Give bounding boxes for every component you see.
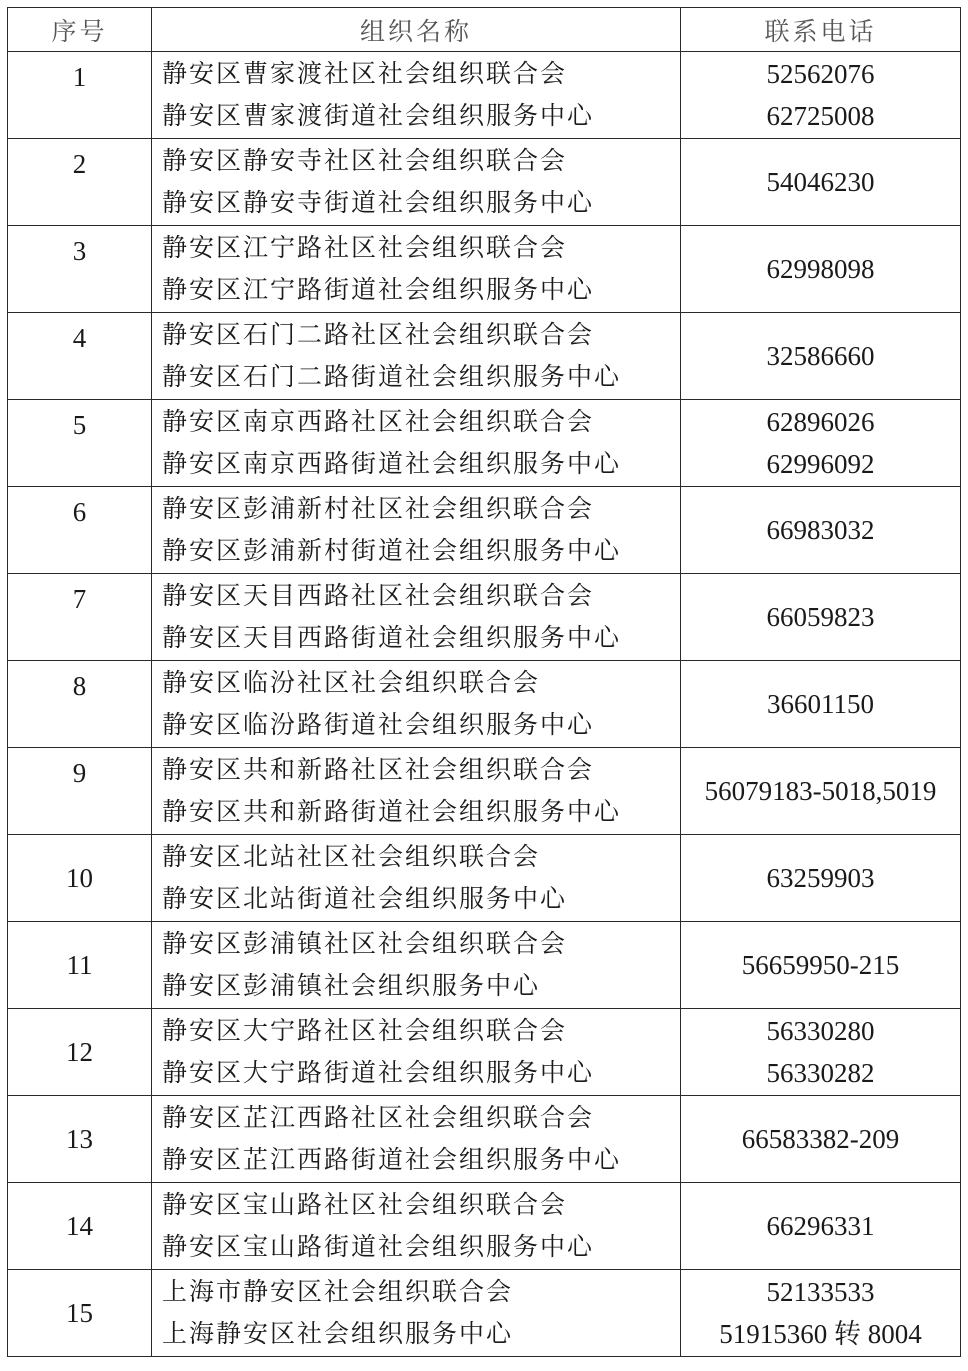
row-phones: [681, 226, 961, 313]
org-name: 静安区石门二路街道社会组织服务中心: [162, 362, 622, 391]
row-phones: [681, 313, 961, 400]
org-name: 静安区南京西路社区社会组织联合会: [162, 407, 595, 436]
row-org-names: [152, 922, 681, 1009]
org-name: 静安区南京西路街道社会组织服务中心: [162, 449, 622, 478]
row-org-names: [152, 52, 681, 139]
phone-number: 66983032: [766, 515, 875, 545]
phone-number: 66059823: [766, 602, 875, 632]
row-seq: 13: [8, 1096, 152, 1183]
org-name: 静安区芷江西路社区社会组织联合会: [162, 1103, 595, 1132]
table-row: [8, 139, 961, 226]
row-seq: 12: [8, 1009, 152, 1096]
row-phones: [681, 922, 961, 1009]
org-name: 静安区彭浦新村街道社会组织服务中心: [162, 536, 622, 565]
org-name: 静安区大宁路社区社会组织联合会: [162, 1016, 568, 1045]
row-seq: 10: [8, 835, 152, 922]
row-phones: [681, 400, 961, 487]
row-seq: 6: [8, 487, 152, 574]
row-seq: 2: [8, 139, 152, 226]
table-row: [8, 313, 961, 400]
org-name: 静安区北站街道社会组织服务中心: [162, 884, 568, 913]
phone-number: 66583382-209: [741, 1124, 900, 1154]
phone-number: 56079183-5018,5019: [704, 776, 937, 806]
org-name: 静安区曹家渡社区社会组织联合会: [162, 59, 568, 88]
phone-number: 62725008: [766, 101, 875, 131]
row-phones: [681, 748, 961, 835]
table-row: [8, 226, 961, 313]
row-org-names: [152, 313, 681, 400]
org-name: 静安区静安寺社区社会组织联合会: [162, 146, 568, 175]
row-org-names: [152, 1009, 681, 1096]
org-name: 静安区临汾路街道社会组织服务中心: [162, 710, 595, 739]
phone-number: 66296331: [766, 1211, 875, 1241]
row-phones: [681, 1270, 961, 1357]
phone-number: 63259903: [766, 863, 875, 893]
table-row: [8, 748, 961, 835]
row-phones: [681, 139, 961, 226]
table-body: [8, 52, 961, 1357]
org-name: 静安区江宁路街道社会组织服务中心: [162, 275, 595, 304]
org-name: 静安区芷江西路街道社会组织服务中心: [162, 1145, 622, 1174]
org-name: 上海市静安区社会组织联合会: [162, 1277, 514, 1306]
org-name: 上海静安区社会组织服务中心: [162, 1319, 514, 1348]
row-seq: 9: [8, 748, 152, 835]
phone-number: 62996092: [766, 449, 875, 479]
row-phones: [681, 1096, 961, 1183]
row-phones: [681, 1009, 961, 1096]
row-phones: [681, 661, 961, 748]
table-row: [8, 835, 961, 922]
phone-number: 54046230: [766, 167, 875, 197]
row-phones: [681, 52, 961, 139]
row-org-names: [152, 574, 681, 661]
org-name: 静安区共和新路街道社会组织服务中心: [162, 797, 622, 826]
org-name: 静安区天目西路街道社会组织服务中心: [162, 623, 622, 652]
org-name: 静安区彭浦镇社会组织服务中心: [162, 971, 541, 1000]
row-org-names: [152, 661, 681, 748]
org-name: 静安区天目西路社区社会组织联合会: [162, 581, 595, 610]
row-seq: 4: [8, 313, 152, 400]
row-org-names: [152, 400, 681, 487]
row-org-names: [152, 487, 681, 574]
row-seq: 11: [8, 922, 152, 1009]
org-name: 静安区北站社区社会组织联合会: [162, 842, 541, 871]
org-name: 静安区宝山路社区社会组织联合会: [162, 1190, 568, 1219]
row-phones: [681, 835, 961, 922]
row-seq: 1: [8, 52, 152, 139]
phone-number: 52133533: [766, 1277, 875, 1307]
phone-number: 56330282: [766, 1058, 875, 1088]
row-phones: [681, 574, 961, 661]
org-name: 静安区曹家渡街道社会组织服务中心: [162, 101, 595, 130]
header-seq: 序号: [8, 8, 152, 52]
table-row: [8, 661, 961, 748]
row-org-names: [152, 835, 681, 922]
org-name: 静安区临汾社区社会组织联合会: [162, 668, 541, 697]
table-row: [8, 1096, 961, 1183]
row-phones: [681, 1183, 961, 1270]
row-org-names: [152, 1096, 681, 1183]
row-org-names: [152, 1270, 681, 1357]
org-name: 静安区宝山路街道社会组织服务中心: [162, 1232, 595, 1261]
org-name: 静安区石门二路社区社会组织联合会: [162, 320, 595, 349]
header-phone: 联系电话: [681, 8, 961, 52]
org-name: 静安区彭浦新村社区社会组织联合会: [162, 494, 595, 523]
phone-number: 32586660: [766, 341, 875, 371]
row-seq: 5: [8, 400, 152, 487]
phone-number: 62998098: [766, 254, 875, 284]
table-row: [8, 574, 961, 661]
org-name: 静安区静安寺街道社会组织服务中心: [162, 188, 595, 217]
header-row: [8, 8, 961, 52]
table-row: [8, 1009, 961, 1096]
row-org-names: [152, 139, 681, 226]
phone-number: 62896026: [766, 407, 875, 437]
phone-number: 56659950-215: [741, 950, 900, 980]
org-contact-table: [7, 7, 961, 1357]
org-name: 静安区大宁路街道社会组织服务中心: [162, 1058, 595, 1087]
phone-number: 36601150: [767, 689, 874, 719]
row-seq: 8: [8, 661, 152, 748]
row-seq: 3: [8, 226, 152, 313]
org-name: 静安区江宁路社区社会组织联合会: [162, 233, 568, 262]
row-org-names: [152, 1183, 681, 1270]
row-seq: 15: [8, 1270, 152, 1357]
org-name: 静安区彭浦镇社区社会组织联合会: [162, 929, 568, 958]
table-header: [8, 8, 961, 52]
row-org-names: [152, 748, 681, 835]
row-seq: 7: [8, 574, 152, 661]
header-name: 组织名称: [152, 8, 681, 52]
org-name: 静安区共和新路社区社会组织联合会: [162, 755, 595, 784]
table-row: [8, 52, 961, 139]
table-row: [8, 1270, 961, 1357]
table-row: [8, 1183, 961, 1270]
table-row: [8, 487, 961, 574]
row-phones: [681, 487, 961, 574]
row-org-names: [152, 226, 681, 313]
org-contact-table-wrapper: [7, 7, 960, 1357]
row-seq: 14: [8, 1183, 152, 1270]
phone-number: 56330280: [766, 1016, 875, 1046]
phone-number: 52562076: [766, 59, 875, 89]
table-row: [8, 400, 961, 487]
phone-number: 51915360 转 8004: [719, 1319, 922, 1349]
table-row: [8, 922, 961, 1009]
